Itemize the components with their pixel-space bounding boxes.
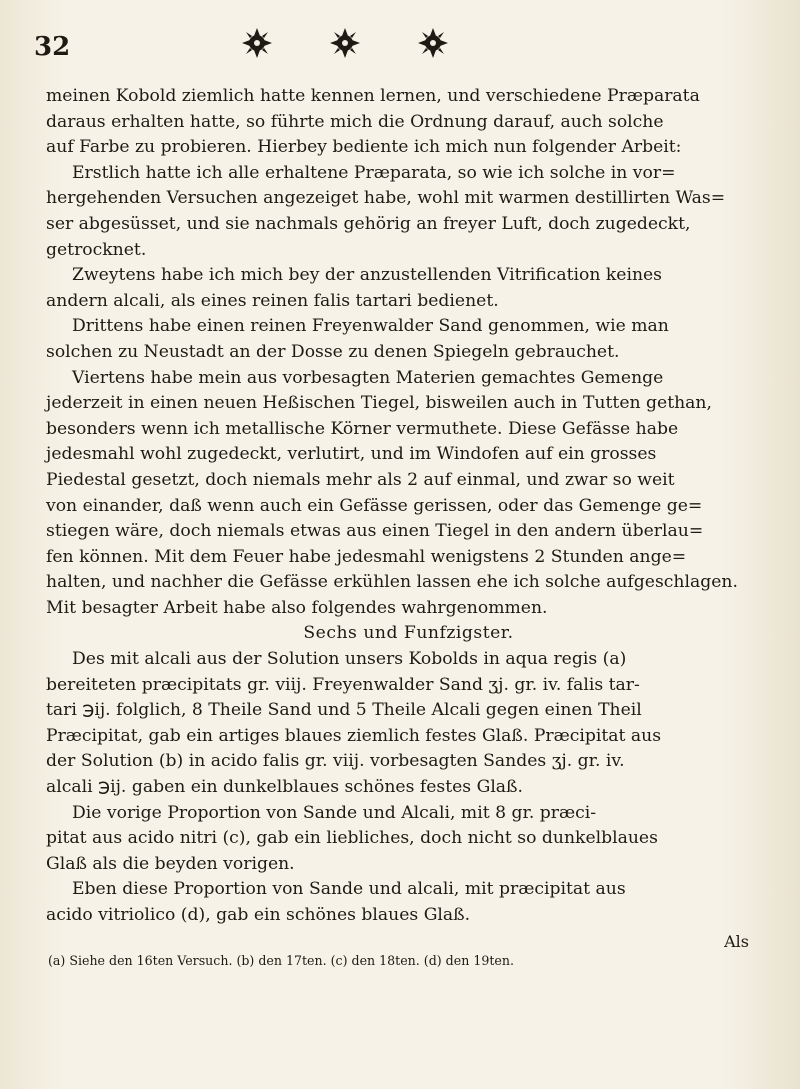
body-line: fen können. Mit dem Feuer habe jedesmahl wenigstens 2 Stunden ange= [46,546,687,567]
body-line: stiegen wäre, doch niemals etwas aus einen Tiegel in den andern überlau= [46,521,704,542]
header-ornaments [240,26,450,60]
body-line: getrocknet. [46,239,147,260]
section-heading: Sechs und Funfzigster. [303,623,514,644]
body-line: Zweytens habe ich mich bey der anzustellenden Vitrification keines [72,265,663,286]
section-line: alcali ℈ij. gaben ein dunkelblaues schönes festes Glaß. [46,777,524,798]
section-line: bereiteten præcipitats gr. viij. Freyenwalder Sand ʒj. gr. iv. falis tar- [46,674,640,695]
body-line: Viertens habe mein aus vorbesagten Materien gemachtes Gemenge [72,367,664,388]
body-line: meinen Kobold ziemlich hatte kennen lernen, und verschiedene Præparata [46,86,700,106]
body-line: daraus erhalten hatte, so führte mich die Ordnung darauf, auch solche [46,111,664,132]
section-line: Glaß als die beyden vorigen. [46,853,295,874]
body-line: solchen zu Neustadt an der Dosse zu denen Spiegeln gebrauchet. [46,341,620,362]
body-line: halten, und nachher die Gefässe erkühlen lassen ehe ich solche aufgeschlagen. [46,572,738,593]
section-line: tari ℈ij. folglich, 8 Theile Sand und 5 Theile Alcali gegen einen Theil [46,700,642,721]
printer-ornament-icon [240,26,274,60]
page-body [46,84,771,971]
footnote: (a) Siehe den 16ten Versuch. (b) den 17ten. (c) den 18ten. (d) den 19ten. [48,952,514,968]
section-line: Des mit alcali aus der Solution unsers Kobolds in aqua regis (a) [72,649,627,670]
body-line: jedesmahl wohl zugedeckt, verlutirt, und im Windofen auf ein grosses [46,444,657,465]
body-line: jederzeit in einen neuen Heßischen Tiegel, bisweilen auch in Tutten gethan, [46,393,712,414]
section-line: acido vitriolico (d), gab ein schönes blaues Glaß. [46,905,471,925]
page-number: 32 [34,32,71,62]
printer-ornament-icon [416,26,450,60]
body-line: Piedestal gesetzt, doch niemals mehr als 2 auf einmal, und zwar so weit [46,469,675,490]
body-line: auf Farbe zu probieren. Hierbey bediente ich mich nun folgender Arbeit: [46,137,682,158]
body-line: Mit besagter Arbeit habe also folgendes wahrgenommen. [46,597,548,618]
printer-ornament-icon [328,26,362,60]
section-line: pitat aus acido nitri (c), gab ein liebliches, doch nicht so dunkelblaues [46,828,658,849]
body-line: ser abgesüsset, und sie nachmals gehörig an freyer Luft, doch zugedeckt, [46,213,691,234]
section-line: Die vorige Proportion von Sande und Alcali, mit 8 gr. præci- [72,802,597,823]
body-line: Drittens habe einen reinen Freyenwalder Sand genommen, wie man [72,316,669,337]
body-line: Erstlich hatte ich alle erhaltene Præparata, so wie ich solche in vor= [72,162,676,183]
section-line: Præcipitat, gab ein artiges blaues ziemlich festes Glaß. Præcipitat aus [46,725,662,746]
body-line: von einander, daß wenn auch ein Gefässe gerissen, oder das Gemenge ge= [46,495,703,516]
catchword: Als [724,931,749,951]
body-line: hergehenden Versuchen angezeiget habe, wohl mit warmen destillirten Was= [46,188,726,209]
section-line: Eben diese Proportion von Sande und alcali, mit præcipitat aus [72,879,626,900]
section-line: der Solution (b) in acido falis gr. viij. vorbesagten Sandes ʒj. gr. iv. [46,751,625,772]
page-header [34,22,774,70]
body-line: andern alcali, als eines reinen falis tartari bedienet. [46,290,499,311]
body-line: besonders wenn ich metallische Körner vermuthete. Diese Gefässe habe [46,418,679,439]
